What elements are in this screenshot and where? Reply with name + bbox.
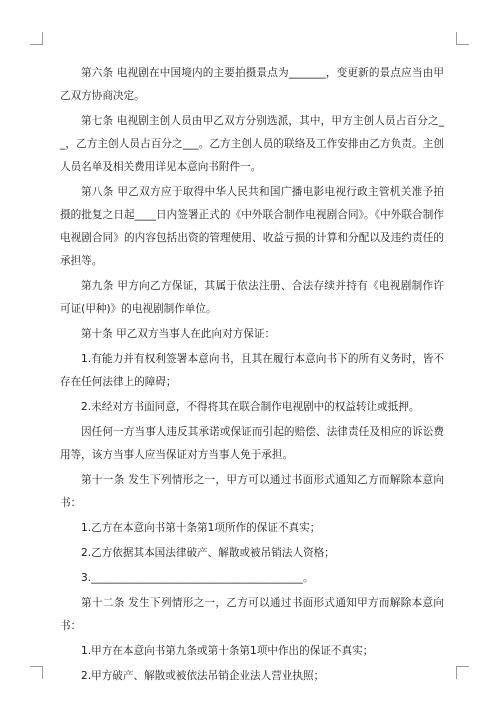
document-body xyxy=(60,62,444,690)
clause-7: 第七条 电视剧主创人员由甲乙双方分别选派，其中，甲方主创人员占百分之__，乙方主创人员占百分之___。乙方主创人员的联络及工作安排由乙方负责。主创人员名单及相关费用详见本意向书附件一。 xyxy=(60,115,444,173)
crop-mark-bottom-left xyxy=(30,666,43,679)
clause-12-item-2: 2.甲方破产、解散或被依法吊销企业法人营业执照； xyxy=(81,670,325,682)
crop-mark-top-left xyxy=(30,32,43,45)
clause-11: 第十一条 发生下列情形之一，甲方可以通过书面形式通知乙方而解除本意向书： xyxy=(60,474,444,509)
clause-10-liability: 因任何一方当事人违反其承诺或保证而引起的赔偿、法律责任及相应的诉讼费用等，该方当事人应当保证对方当事人免于承担。 xyxy=(60,426,444,461)
clause-11-item-2: 2.乙方依据其本国法律破产、解散或被吊销法人资格； xyxy=(81,547,335,559)
crop-mark-top-right xyxy=(456,32,469,45)
crop-mark-bottom-right xyxy=(456,666,469,679)
clause-11-item-3: 3.________________________________________。 xyxy=(81,572,314,584)
clause-11-item-1: 1.乙方在本意向书第十条第1项所作的保证不真实； xyxy=(81,522,321,534)
clause-8: 第八条 甲乙双方应于取得中华人民共和国广播电影电视行政主管机关准予拍摄的批复之日起____日内签署正式的《中外联合制作电视剧合同》。《中外联合制作电视剧合同》的内容包括出资的管理使用、收益亏损的计算和分配以及违约责任的承担等。 xyxy=(60,186,444,267)
clause-12-item-1: 1.甲方在本意向书第九条或第十条第1项中作出的保证不真实； xyxy=(81,645,374,657)
clause-10-item-1: 1.有能力并有权利签署本意向书，且其在履行本意向书下的所有义务时，皆不存在任何法律上的障碍； xyxy=(60,353,444,388)
clause-10: 第十条 甲乙双方当事人在此向对方保证： xyxy=(81,328,276,340)
clause-6: 第六条 电视剧在中国境内的主要拍摄景点为_______，变更新的景点应当由甲乙双方协商决定。 xyxy=(60,67,444,102)
clause-10-item-2: 2.未经对方书面同意，不得将其在联合制作电视剧中的权益转让或抵押。 xyxy=(81,401,420,413)
clause-12: 第十二条 发生下列情形之一，乙方可以通过书面形式通知甲方而解除本意向书： xyxy=(60,597,444,632)
clause-9: 第九条 甲方向乙方保证，其属于依法注册、合法存续并持有《电视剧制作许可证(甲种)》的电视剧制作单位。 xyxy=(60,280,444,315)
